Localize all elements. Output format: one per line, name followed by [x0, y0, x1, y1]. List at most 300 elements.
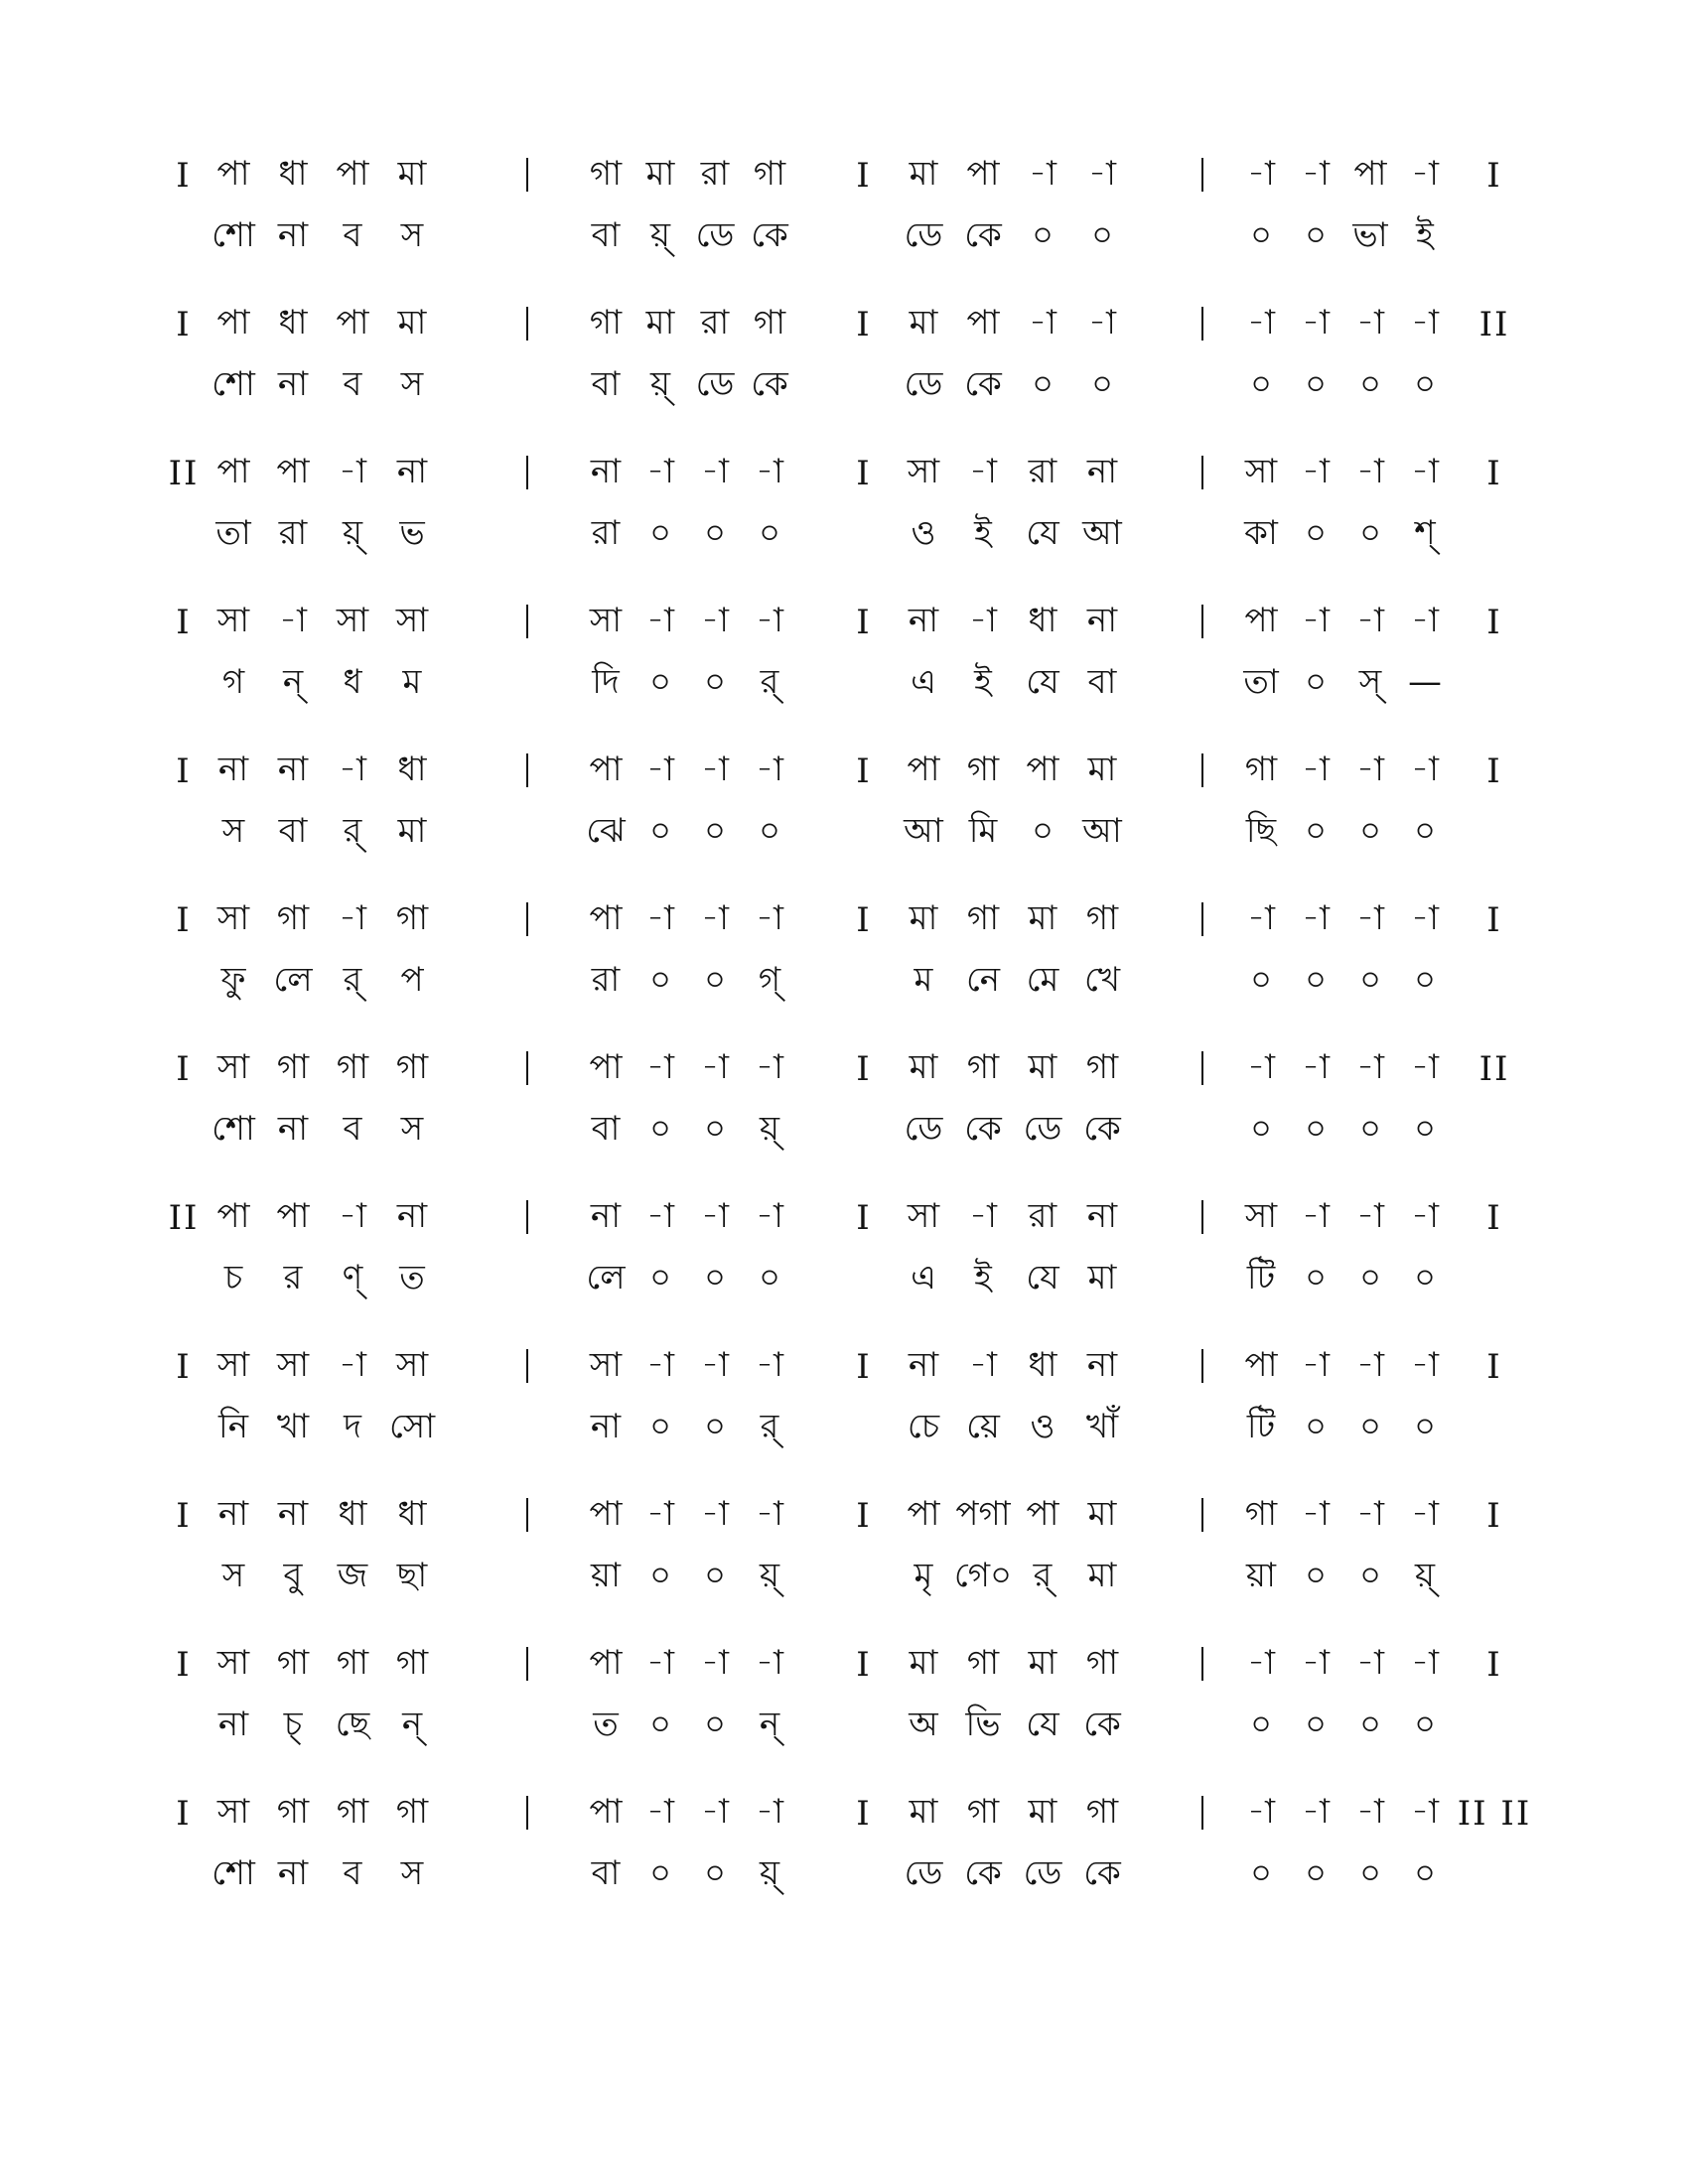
bar-mark-mid: I: [856, 900, 872, 940]
lyric-syllable: র্: [760, 662, 779, 702]
swara-note: পা: [336, 303, 369, 342]
lyric-syllable: বা: [591, 364, 621, 404]
swara-note: -া: [1029, 154, 1056, 194]
swara-note: সা: [589, 1345, 623, 1385]
swara-note: গা: [1085, 1047, 1119, 1087]
lyric-syllable: স্: [1358, 662, 1382, 702]
bar-mark-end: I: [1486, 1198, 1502, 1238]
swara-note: -া: [1411, 750, 1439, 789]
swara-note: গা: [1244, 1494, 1278, 1534]
lyric-syllable: সো: [388, 1407, 436, 1446]
swara-note: -া: [701, 1047, 729, 1087]
swara-note: না: [908, 1345, 939, 1385]
swara-note: গা: [966, 750, 1000, 789]
lyric-syllable: মৃ: [914, 1556, 933, 1595]
lyric-syllable: তা: [1243, 662, 1279, 702]
lyric-syllable: লে: [273, 960, 313, 1000]
lyric-syllable: ০: [648, 1109, 672, 1149]
swara-note: -া: [1302, 898, 1330, 938]
lyric-syllable: ছি: [1245, 811, 1277, 851]
lyric-syllable: শ্: [1414, 513, 1436, 553]
lyric-syllable: ০: [1413, 1258, 1437, 1297]
swara-note: -া: [1356, 898, 1384, 938]
swara-note: ধা: [397, 750, 427, 789]
swara-note: -া: [1411, 1047, 1439, 1087]
bar-line: [1201, 456, 1203, 489]
swara-note: গা: [336, 1643, 369, 1683]
swara-note: মা: [1028, 1792, 1057, 1832]
bar-mark-end: I: [1486, 1347, 1502, 1387]
lyric-syllable: ০: [1413, 364, 1437, 404]
swara-note: মা: [1028, 1047, 1057, 1087]
swara-note: না: [1086, 601, 1118, 640]
swara-note: সা: [1244, 452, 1278, 491]
swara-note: গা: [395, 1047, 429, 1087]
bar-mark-mid: I: [856, 156, 872, 196]
swara-note: রা: [1028, 1196, 1057, 1236]
swara-note: না: [590, 452, 622, 491]
swara-note: মা: [909, 898, 938, 938]
lyric-syllable: খাঁ: [1085, 1407, 1119, 1446]
swara-note: -া: [646, 1792, 674, 1832]
lyric-syllable: স: [400, 1853, 424, 1893]
lyric-syllable: ০: [703, 1853, 727, 1893]
lyric-syllable: ই: [974, 1258, 992, 1297]
swara-note: -া: [1411, 1494, 1439, 1534]
lyric-syllable: কে: [751, 215, 788, 255]
swara-note: -া: [1411, 303, 1439, 342]
lyric-syllable: য়্: [649, 364, 671, 404]
swara-note: -া: [969, 601, 997, 640]
swara-note: ধা: [1028, 1345, 1057, 1385]
swara-note: -া: [701, 601, 729, 640]
lyric-syllable: ০: [1304, 1853, 1328, 1893]
bar-mark-end: I: [1486, 751, 1502, 791]
swara-note: গা: [276, 898, 310, 938]
lyric-syllable: কে: [1083, 1109, 1121, 1149]
swara-note: মা: [909, 154, 938, 194]
swara-note: গা: [1085, 1792, 1119, 1832]
swara-note: -া: [1302, 601, 1330, 640]
swara-note: পা: [276, 1196, 310, 1236]
lyric-syllable: কে: [751, 364, 788, 404]
swara-note: সা: [276, 1345, 310, 1385]
swara-note: ধা: [278, 303, 308, 342]
swara-note: -া: [1302, 1792, 1330, 1832]
lyric-syllable: কে: [964, 1109, 1002, 1149]
lyric-syllable: য়্: [759, 1109, 780, 1149]
swara-note: সা: [216, 1345, 250, 1385]
lyric-syllable: ভ: [399, 513, 425, 553]
swara-note: ধা: [338, 1494, 367, 1534]
lyric-syllable: ০: [703, 1556, 727, 1595]
lyric-syllable: এ: [911, 662, 936, 702]
swara-note: পা: [589, 1792, 623, 1832]
lyric-syllable: ০: [1031, 811, 1055, 851]
swara-note: -া: [1411, 898, 1439, 938]
swara-note: সা: [216, 1643, 250, 1683]
lyric-syllable: ব: [343, 1853, 362, 1893]
lyric-syllable: ব: [343, 215, 362, 255]
swara-note: -া: [339, 750, 366, 789]
lyric-syllable: ডে: [1023, 1109, 1062, 1149]
lyric-syllable: না: [590, 1407, 622, 1446]
swara-note: পা: [216, 1196, 250, 1236]
notation-line: [0, 601, 1688, 730]
swara-note: গা: [589, 303, 623, 342]
lyric-syllable: চ: [223, 1258, 243, 1297]
lyric-syllable: চ্: [283, 1705, 303, 1744]
lyric-syllable: নে: [965, 960, 1001, 1000]
swara-note: রা: [700, 303, 730, 342]
swara-note: গা: [276, 1792, 310, 1832]
swara-note: -া: [1302, 1643, 1330, 1683]
swara-note: না: [908, 601, 939, 640]
lyric-syllable: লে: [586, 1258, 626, 1297]
bar-line: [526, 456, 528, 489]
lyric-syllable: মে: [1026, 960, 1059, 1000]
lyric-syllable: ডে: [904, 1109, 943, 1149]
bar-mark-end: II II: [1457, 1794, 1532, 1834]
lyric-syllable: ও: [1030, 1407, 1055, 1446]
swara-note: -া: [646, 1196, 674, 1236]
swara-note: ধা: [278, 154, 308, 194]
lyric-syllable: ০: [1031, 364, 1055, 404]
swara-note: -া: [339, 1345, 366, 1385]
swara-note: গা: [1244, 750, 1278, 789]
swara-note: না: [217, 1494, 249, 1534]
swara-note: -া: [701, 1345, 729, 1385]
lyric-syllable: ম: [914, 960, 933, 1000]
lyric-syllable: স: [400, 215, 424, 255]
bar-line: [1201, 902, 1203, 936]
swara-note: -া: [1356, 303, 1384, 342]
swara-note: মা: [397, 154, 427, 194]
bar-mark-end: I: [1486, 1645, 1502, 1685]
swara-note: -া: [339, 1196, 366, 1236]
swara-note: -া: [701, 750, 729, 789]
swara-note: গা: [395, 1792, 429, 1832]
lyric-syllable: র্: [760, 1407, 779, 1446]
bar-mark-start: I: [176, 900, 192, 940]
lyric-syllable: গ্: [758, 960, 781, 1000]
swara-note: -া: [1302, 154, 1330, 194]
lyric-syllable: ০: [1304, 960, 1328, 1000]
swara-note: -া: [1302, 750, 1330, 789]
lyric-syllable: য়া: [1246, 1556, 1276, 1595]
lyric-syllable: শো: [211, 364, 255, 404]
notation-line: [0, 154, 1688, 283]
swara-note: -া: [701, 1792, 729, 1832]
swara-note: না: [396, 1196, 428, 1236]
swara-note: পগা: [955, 1494, 1011, 1534]
swara-note: -া: [1411, 1792, 1439, 1832]
bar-mark-mid: I: [856, 751, 872, 791]
swara-note: -া: [339, 452, 366, 491]
swara-note: -া: [969, 452, 997, 491]
lyric-syllable: ০: [1413, 1853, 1437, 1893]
swara-note: -া: [756, 601, 783, 640]
notation-line: [0, 1792, 1688, 1921]
lyric-syllable: ০: [1090, 215, 1114, 255]
bar-mark-end: I: [1486, 1496, 1502, 1536]
notation-line: [0, 1494, 1688, 1623]
bar-mark-start: II: [168, 454, 200, 493]
lyric-syllable: স: [400, 1109, 424, 1149]
lyric-syllable: রা: [591, 513, 621, 553]
lyric-syllable: ছা: [396, 1556, 428, 1595]
lyric-syllable: য়্: [649, 215, 671, 255]
lyric-syllable: না: [277, 215, 309, 255]
lyric-syllable: জ: [337, 1556, 368, 1595]
lyric-syllable: মা: [397, 811, 427, 851]
swara-note: -া: [1302, 1345, 1330, 1385]
lyric-syllable: ঝে: [586, 811, 626, 851]
swara-note: গা: [395, 1643, 429, 1683]
lyric-syllable: প: [400, 960, 424, 1000]
lyric-syllable: য়্: [1414, 1556, 1436, 1595]
lyric-syllable: খে: [1083, 960, 1121, 1000]
swara-note: না: [217, 750, 249, 789]
swara-note: -া: [756, 750, 783, 789]
lyric-syllable: ০: [703, 811, 727, 851]
lyric-syllable: আ: [1082, 811, 1122, 851]
bar-mark-mid: I: [856, 1496, 872, 1536]
lyric-syllable: খা: [276, 1407, 310, 1446]
lyric-syllable: ০: [1090, 364, 1114, 404]
swara-note: সা: [589, 601, 623, 640]
swara-note: -া: [756, 1345, 783, 1385]
bar-line: [1201, 1796, 1203, 1830]
lyric-syllable: ০: [758, 513, 781, 553]
lyric-syllable: ০: [648, 960, 672, 1000]
lyric-syllable: তা: [215, 513, 251, 553]
lyric-syllable: আ: [1082, 513, 1122, 553]
lyric-syllable: গে০: [953, 1556, 1013, 1595]
lyric-syllable: দি: [592, 662, 620, 702]
swara-note: সা: [216, 1047, 250, 1087]
swara-note: গা: [395, 898, 429, 938]
swara-note: -া: [701, 1643, 729, 1683]
swara-note: -া: [1247, 1792, 1275, 1832]
swara-note: না: [1086, 1345, 1118, 1385]
swara-note: -া: [1088, 154, 1116, 194]
swara-note: -া: [1356, 1345, 1384, 1385]
bar-mark-start: I: [176, 1496, 192, 1536]
swara-note: গা: [276, 1643, 310, 1683]
bar-line: [526, 902, 528, 936]
lyric-syllable: যে: [1026, 1705, 1059, 1744]
swara-note: -া: [646, 1494, 674, 1534]
notation-line: [0, 1345, 1688, 1474]
swara-note: রা: [700, 154, 730, 194]
lyric-syllable: নি: [217, 1407, 249, 1446]
swara-note: -া: [1356, 452, 1384, 491]
bar-mark-start: I: [176, 305, 192, 344]
swara-note: মা: [1087, 1494, 1117, 1534]
bar-mark-mid: I: [856, 1794, 872, 1834]
swara-note: -া: [756, 1792, 783, 1832]
swara-note: -া: [701, 1494, 729, 1534]
swara-note: পা: [216, 452, 250, 491]
lyric-syllable: ০: [648, 1556, 672, 1595]
lyric-syllable: ০: [703, 513, 727, 553]
lyric-syllable: র: [283, 1258, 303, 1297]
lyric-syllable: ডে: [904, 364, 943, 404]
notation-line: [0, 452, 1688, 581]
bar-mark-mid: I: [856, 305, 872, 344]
swara-note: -া: [339, 898, 366, 938]
lyric-syllable: ০: [703, 1705, 727, 1744]
lyric-syllable: ০: [1358, 811, 1382, 851]
swara-note: সা: [216, 898, 250, 938]
bar-line: [526, 1200, 528, 1234]
notation-line: [0, 898, 1688, 1027]
lyric-syllable: ০: [1249, 1705, 1273, 1744]
swara-note: পা: [907, 1494, 940, 1534]
lyric-syllable: য়া: [591, 1556, 621, 1595]
bar-line: [1201, 1200, 1203, 1234]
swara-note: -া: [1356, 1196, 1384, 1236]
bar-line: [526, 1051, 528, 1085]
bar-mark-mid: I: [856, 454, 872, 493]
swara-note: -া: [1247, 303, 1275, 342]
lyric-syllable: কে: [964, 1853, 1002, 1893]
swara-note: না: [1086, 452, 1118, 491]
swara-note: মা: [909, 1643, 938, 1683]
bar-mark-start: I: [176, 603, 192, 642]
swara-note: -া: [756, 1494, 783, 1534]
swara-note: -া: [969, 1345, 997, 1385]
lyric-syllable: র্: [1033, 1556, 1053, 1595]
swara-note: -া: [701, 898, 729, 938]
notation-line: [0, 750, 1688, 879]
swara-note: গা: [966, 1047, 1000, 1087]
swara-note: -া: [646, 1643, 674, 1683]
lyric-syllable: য়্: [759, 1853, 780, 1893]
swara-note: ধা: [1028, 601, 1057, 640]
bar-line: [1201, 605, 1203, 638]
swara-note: মা: [909, 303, 938, 342]
lyric-syllable: য়্: [342, 513, 363, 553]
lyric-syllable: ধ: [343, 662, 362, 702]
lyric-syllable: ০: [1304, 1556, 1328, 1595]
lyric-syllable: বা: [591, 1109, 621, 1149]
swara-note: পা: [1026, 750, 1059, 789]
lyric-syllable: ০: [648, 1258, 672, 1297]
swara-note: -া: [756, 898, 783, 938]
swara-note: -া: [701, 1196, 729, 1236]
lyric-syllable: ০: [703, 960, 727, 1000]
lyric-syllable: ব: [343, 364, 362, 404]
swara-note: না: [590, 1196, 622, 1236]
swara-note: -া: [969, 1196, 997, 1236]
lyric-syllable: ০: [1031, 215, 1055, 255]
bar-mark-start: I: [176, 1347, 192, 1387]
bar-line: [526, 1796, 528, 1830]
bar-mark-start: I: [176, 1645, 192, 1685]
lyric-syllable: ব: [343, 1109, 362, 1149]
bar-mark-end: I: [1486, 156, 1502, 196]
swara-note: পা: [216, 154, 250, 194]
swara-note: -া: [1247, 154, 1275, 194]
lyric-syllable: না: [217, 1705, 249, 1744]
bar-line: [526, 307, 528, 341]
lyric-syllable: ০: [703, 1109, 727, 1149]
swara-note: সা: [336, 601, 369, 640]
lyric-syllable: ০: [648, 811, 672, 851]
swara-note: না: [277, 1494, 309, 1534]
lyric-syllable: ই: [974, 513, 992, 553]
lyric-syllable: ডে: [695, 215, 735, 255]
lyric-syllable: না: [277, 1109, 309, 1149]
lyric-syllable: ০: [1358, 960, 1382, 1000]
lyric-syllable: ০: [648, 513, 672, 553]
lyric-syllable: ০: [1413, 1407, 1437, 1446]
lyric-syllable: ডে: [904, 215, 943, 255]
lyric-syllable: গ: [221, 662, 245, 702]
lyric-syllable: আ: [904, 811, 943, 851]
swara-note: -া: [1356, 1792, 1384, 1832]
lyric-syllable: ০: [1358, 1407, 1382, 1446]
swara-note: -া: [1302, 1196, 1330, 1236]
swara-note: মা: [909, 1792, 938, 1832]
swara-note: পা: [589, 1494, 623, 1534]
lyric-syllable: ০: [648, 662, 672, 702]
swara-note: -া: [1411, 1345, 1439, 1385]
lyric-syllable: ০: [703, 1407, 727, 1446]
lyric-syllable: যে: [1026, 513, 1059, 553]
swara-note: -া: [1088, 303, 1116, 342]
bar-mark-mid: I: [856, 1198, 872, 1238]
lyric-syllable: যে: [1026, 662, 1059, 702]
swara-note: -া: [1411, 601, 1439, 640]
swara-note: -া: [646, 750, 674, 789]
lyric-syllable: ণ্: [342, 1258, 363, 1297]
bar-mark-start: I: [176, 1049, 192, 1089]
swara-note: গা: [1085, 898, 1119, 938]
lyric-syllable: এ: [911, 1258, 936, 1297]
lyric-syllable: ০: [648, 1853, 672, 1893]
lyric-syllable: ডে: [695, 364, 735, 404]
bar-mark-end: I: [1486, 603, 1502, 642]
lyric-syllable: ভি: [965, 1705, 1001, 1744]
lyric-syllable: টি: [1246, 1258, 1276, 1297]
swara-note: -া: [1247, 1047, 1275, 1087]
swara-note: গা: [753, 154, 786, 194]
lyric-syllable: ন্: [759, 1705, 780, 1744]
lyric-syllable: ০: [648, 1705, 672, 1744]
lyric-syllable: ০: [1358, 1853, 1382, 1893]
lyric-syllable: ০: [703, 662, 727, 702]
swara-note: পা: [336, 154, 369, 194]
lyric-syllable: ০: [1304, 1258, 1328, 1297]
swara-note: না: [1086, 1196, 1118, 1236]
lyric-syllable: ০: [1249, 364, 1273, 404]
swara-note: পা: [1353, 154, 1387, 194]
swara-note: গা: [589, 154, 623, 194]
lyric-syllable: ডে: [1023, 1853, 1062, 1893]
lyric-syllable: না: [277, 364, 309, 404]
lyric-syllable: ছে: [335, 1705, 370, 1744]
lyric-syllable: কে: [964, 364, 1002, 404]
bar-line: [1201, 158, 1203, 192]
lyric-syllable: ০: [703, 1258, 727, 1297]
swara-note: পা: [966, 303, 1000, 342]
swara-note: -া: [1302, 303, 1330, 342]
swara-note: -া: [1411, 1196, 1439, 1236]
lyric-syllable: দ: [344, 1407, 361, 1446]
